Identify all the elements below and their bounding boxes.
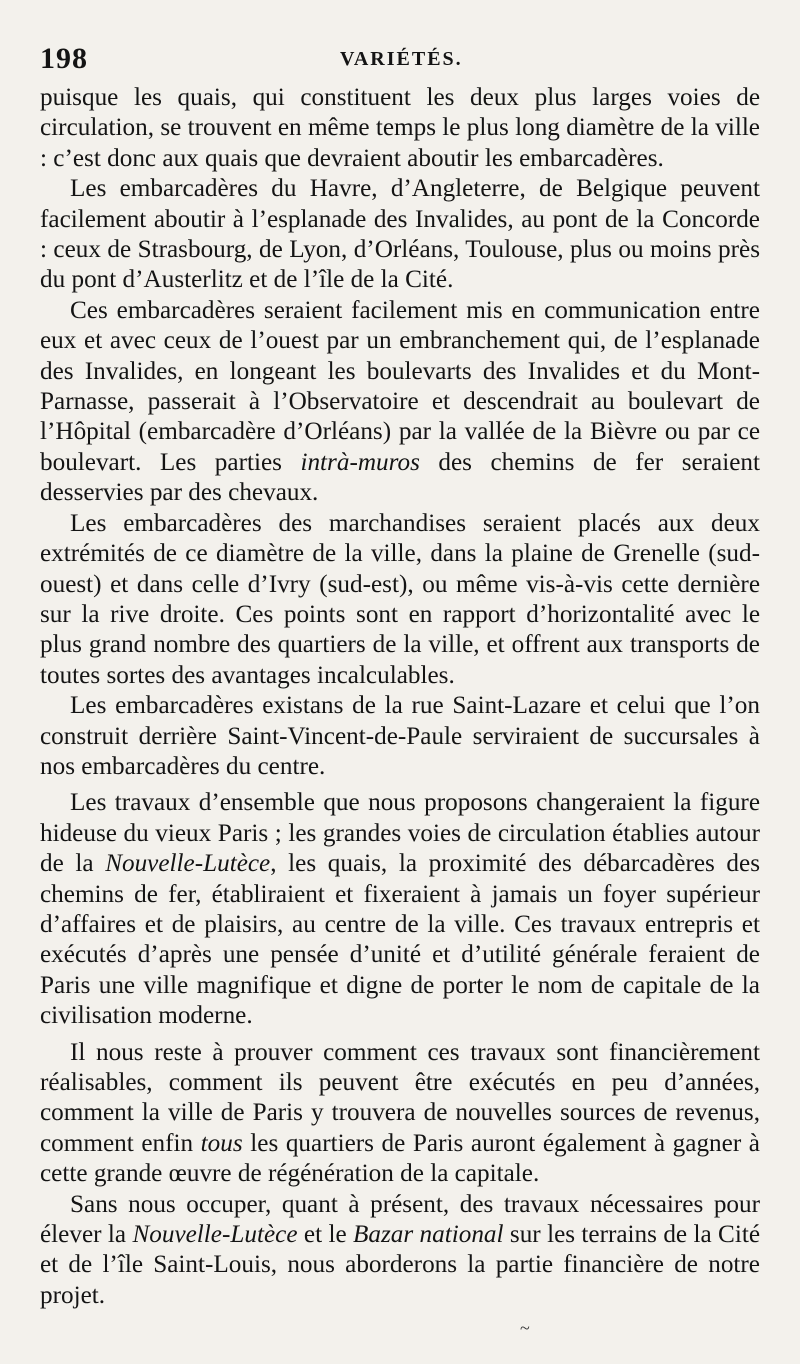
paragraph-3: Ces embarcadères seraient facilement mis en communication entre eux et avec ceux de l’ouest par un embranchement qui, de l’esplanade des Invalides, en longeant les boulevarts des Invalides et du Mont-Parnasse, passerait à l’Observatoire et descendrait au boulevart de l’Hôpital (embarcadère d’Orléans) par la vallée de la Bièvre ou par ce boulevart. Les parties intrà-muros des chemins de fer seraient desservies par des chevaux.	[40, 296, 761, 507]
page-header	[40, 38, 760, 83]
paragraph-2: Les embarcadères du Havre, d’Angleterre, de Belgique peuvent facilement aboutir à l’esplanade des Invalides, au pont de la Concorde : ceux de Strasbourg, de Lyon, d’Orléans, Toulouse, plus ou moins près du pont d’Austerlitz et de l’île de la Cité.	[40, 175, 760, 294]
paragraph-8: Sans nous occuper, quant à présent, des travaux nécessaires pour élever la Nouvelle-Lutèce et le Bazar national sur les terrains de la Cité et de l’île Saint-Louis, nous aborderons la partie financière de notre projet.	[40, 1190, 761, 1309]
paragraph-1: puisque les quais, qui constituent les deux plus larges voies de circulation, se trouvent en même temps le plus long diamètre de la ville : c’est donc aux quais que devraient aboutir les embarcadères.	[40, 84, 760, 172]
italic-term: tous	[200, 1129, 243, 1157]
body-text	[40, 83, 760, 1311]
italic-term: Nouvelle-Lutèce	[132, 1221, 298, 1249]
paragraph-5: Les embarcadères existans de la rue Saint-Lazare et celui que l’on construit derrière Saint-Vincent-de-Paule serviraient de succursales à nos embarcadères du centre.	[40, 692, 760, 780]
italic-term: Bazar national	[353, 1221, 504, 1249]
paragraph-7: Il nous reste à prouver comment ces travaux sont financièrement réalisables, comment ils peuvent être exécutés en peu d’années, comment la ville de Paris y trouvera de nouvelles sources de revenus, comment enfin tous les quartiers de Paris auront également à gagner à cette grande œuvre de régénération de la capitale.	[40, 1038, 760, 1188]
paragraph-4: Les embarcadères des marchandises seraient placés aux deux extrémités de ce diamètre de la ville, dans la plaine de Grenelle (sud-ouest) et dans celle d’Ivry (sud-est), ou même vis-à-vis cette dernière sur la rive droite. Ces points sont en rapport d’horizontalité avec le plus grand nombre des quartiers de la ville, et offrent aux transports de toutes sortes des avantages incalculables.	[40, 509, 760, 689]
italic-term: intrà-muros	[300, 448, 420, 476]
running-head: VARIÉTÉS.	[340, 48, 463, 70]
end-ornament: ~	[520, 1318, 530, 1338]
italic-term: Nouvelle-Lutèce	[105, 850, 271, 878]
paragraph-6: Les travaux d’ensemble que nous proposons changeraient la figure hideuse du vieux Paris ; les grandes voies de circulation établies autour de la Nouvelle-Lutèce, les quais, la proximité des débarcadères des chemins de fer, établiraient et fixeraient à jamais un foyer supérieur d’affaires et de plaisirs, au centre de la ville. Ces travaux entrepris et exécutés d’après une pensée d’unité et d’utilité générale feraient de Paris une ville magnifique et digne de porter le nom de capitale de la civilisation moderne.	[40, 789, 761, 1030]
page-number: 198	[40, 42, 88, 75]
